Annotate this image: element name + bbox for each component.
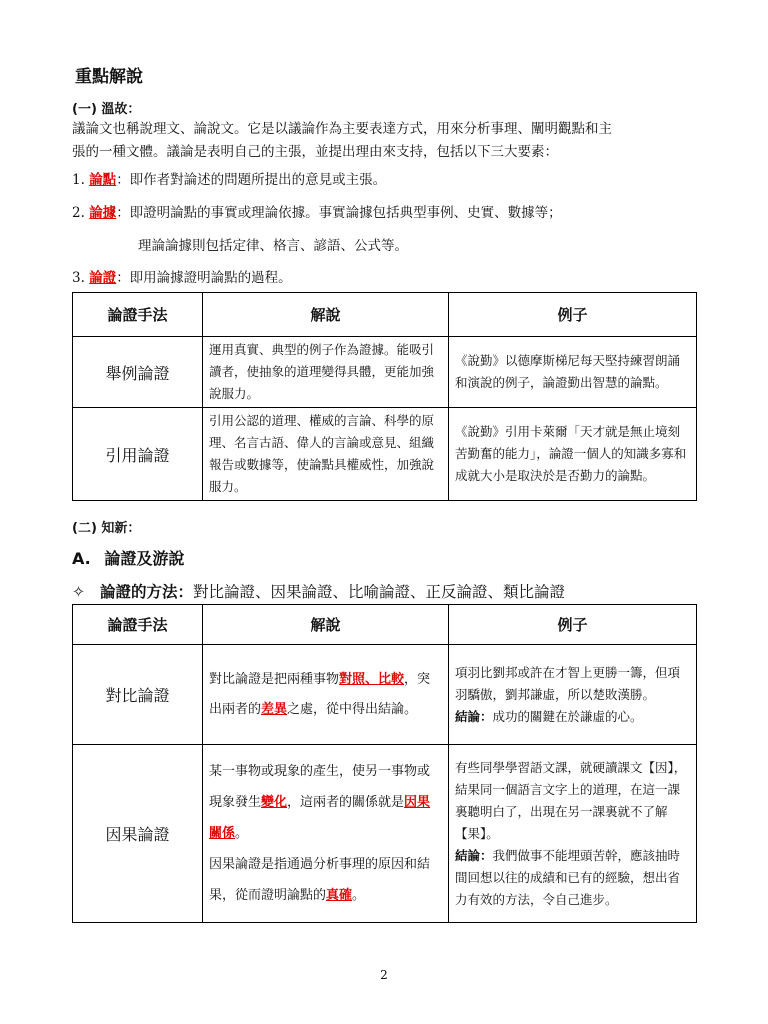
header-example: 例子 — [449, 605, 697, 645]
section-a-title: 論證及游說 — [104, 549, 185, 568]
explain-text: 對比論證是把兩種事物 — [209, 671, 340, 687]
example-cell — [449, 745, 697, 923]
new-heading: (二) 知新： — [72, 521, 141, 536]
highlight-term: 變化 — [261, 795, 288, 810]
highlight-term: 真確 — [326, 888, 353, 903]
item-2-continuation: 理論論據則包括定律、格言、諺語、公式等。 — [138, 238, 408, 254]
table-header-row — [73, 293, 697, 337]
sparkle-bullet-icon: ✧ — [72, 583, 85, 601]
example-cell — [449, 645, 697, 745]
header-method: 論證手法 — [73, 293, 203, 337]
example-cell: 《說勤》以德摩斯梯尼每天堅持練習朗誦和演說的例子，論證勤出智慧的論點。 — [449, 337, 697, 408]
method-cell: 引用論證 — [73, 408, 203, 501]
methods-label: 論證的方法： — [99, 583, 193, 601]
element-item-1 — [72, 168, 386, 188]
table-row — [73, 408, 697, 501]
header-example: 例子 — [449, 293, 697, 337]
methods-text: 對比論證、因果論證、比喻論證、正反論證、類比論證 — [192, 583, 565, 601]
element-item-2 — [72, 201, 562, 221]
item-text: ：即作者對論述的問題所提出的意見或主張。 — [116, 172, 387, 188]
conclusion-label: 結論： — [455, 708, 493, 724]
example-cell: 《說勤》引用卡萊爾「天才就是無止境刻苦勤奮的能力」，論證一個人的知識多寡和成就大小是取決於是否勤力的論點。 — [449, 408, 697, 501]
method-cell: 對比論證 — [73, 645, 203, 745]
explain-cell: 運用真實、典型的例子作為證據。能吸引讀者，使抽象的道理變得具體，更能加強說服力。 — [203, 337, 449, 408]
table-row — [73, 337, 697, 408]
explain-text: 某一事物或現象的產生，使另一事物或現象發生 — [209, 764, 431, 810]
item-text: ：即證明論點的事實或理論依據。事實論據包括典型事例、史實、數據等； — [116, 205, 562, 221]
explain-text: 。 — [235, 826, 249, 841]
item-term: 論據 — [89, 205, 117, 221]
section-a-heading — [72, 546, 184, 569]
table-row — [73, 745, 697, 923]
item-number: 2. — [72, 205, 85, 221]
header-explain: 解說 — [203, 293, 449, 337]
highlight-term: 對照、比較 — [339, 671, 405, 687]
explain-text: 之處，從中得出結論。 — [287, 701, 418, 717]
header-explain: 解說 — [203, 605, 449, 645]
explain-text: ，這兩者的關係就是 — [287, 795, 405, 810]
page-number: 2 — [380, 968, 388, 982]
table-header-row — [73, 605, 697, 645]
example-text: 項羽比劉邦或許在才智上更勝一籌，但項羽驕傲，劉邦謙虛，所以楚敗漢勝。 — [455, 664, 681, 702]
table-row — [73, 645, 697, 745]
method-cell: 因果論證 — [73, 745, 203, 923]
header-method: 論證手法 — [73, 605, 203, 645]
conclusion-text: 我們做事不能埋頭苦幹，應該抽時間回想以往的成績和已有的經驗，想出省力有效的方法，令自己進步。 — [455, 847, 681, 907]
explain-text: ，突出兩者的 — [209, 671, 431, 717]
conclusion-text: 成功的關鍵在於謙虛的心。 — [492, 708, 643, 724]
method-cell: 舉例論證 — [73, 337, 203, 408]
conclusion-label: 結論： — [455, 847, 493, 863]
methods-table-1 — [72, 292, 697, 501]
explain-cell: 引用公認的道理、權威的言論、科學的原理、名言古語、偉人的言論或意見、組織報告或數據等，使論點具權威性，加強說服力。 — [203, 408, 449, 501]
intro-paragraph — [72, 118, 702, 164]
methods-table-2 — [72, 604, 697, 923]
explain-text: 因果論證是指通過分析事理的原因和結果，從而證明論點的 — [209, 857, 431, 903]
highlight-term: 差異 — [261, 701, 288, 717]
element-item-3 — [72, 266, 292, 286]
item-term: 論證 — [89, 270, 117, 286]
example-text: 有些同學學習語文課，就硬讀課文【因】，結果同一個語言文字上的道理，在這一課裏聽明白了，出現在另一課裏就不了解【果】。 — [455, 759, 687, 841]
item-number: 3. — [72, 270, 85, 286]
item-term: 論點 — [89, 172, 117, 188]
item-number: 1. — [72, 172, 85, 188]
section-a-label: A. — [72, 549, 91, 568]
methods-line — [72, 580, 565, 602]
explain-cell — [203, 645, 449, 745]
explain-text: 。 — [352, 888, 366, 903]
item-text: ：即用論據證明論點的過程。 — [116, 270, 292, 286]
review-heading: (一) 溫故： — [72, 102, 141, 117]
page-title: 重點解說 — [75, 67, 143, 87]
explain-cell — [203, 745, 449, 923]
highlight-term: 因果關係 — [209, 795, 431, 841]
intro-line-1: 議論文也稱說理文、論說文。它是以議論作為主要表達方式，用來分析事理、闡明觀點和主 — [72, 121, 612, 137]
intro-line-2: 張的一種文體。議論是表明自己的主張，並提出理由來支持，包括以下三大要素： — [72, 144, 558, 160]
